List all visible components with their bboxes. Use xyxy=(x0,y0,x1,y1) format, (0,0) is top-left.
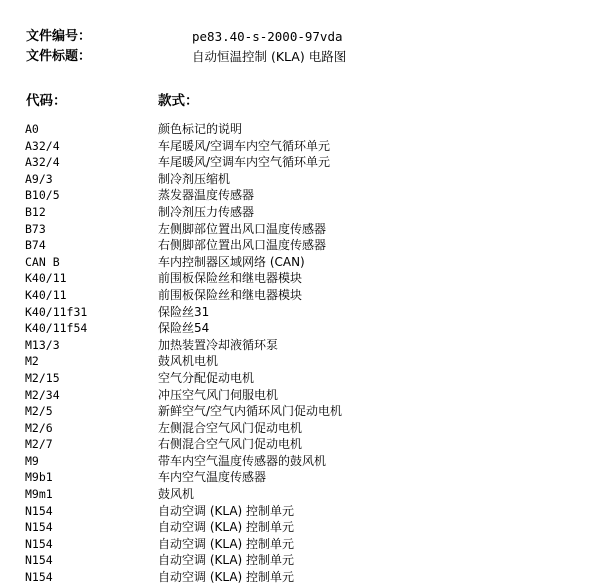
component-description: 前围板保险丝和继电器模块 xyxy=(158,287,303,302)
component-code: B74 xyxy=(25,238,46,253)
component-code: K40/11f31 xyxy=(25,304,88,319)
list-item xyxy=(0,370,603,387)
description-column-header: 款式： xyxy=(158,93,199,109)
component-description: 右侧混合空气风门促动电机 xyxy=(158,437,303,452)
list-item xyxy=(0,403,603,420)
component-code: M9b1 xyxy=(25,470,53,485)
component-code: B73 xyxy=(25,221,46,236)
component-description: 左侧混合空气风门促动电机 xyxy=(158,420,303,435)
list-item xyxy=(0,154,603,171)
list-item xyxy=(0,138,603,155)
component-code: M9m1 xyxy=(25,487,53,502)
list-item xyxy=(0,237,603,254)
list-item xyxy=(0,254,603,271)
component-description: 保险丝31 xyxy=(158,304,210,319)
component-description: 自动空调 (KLA) 控制单元 xyxy=(158,520,295,535)
list-item xyxy=(0,221,603,238)
component-code: M9 xyxy=(25,453,39,468)
list-item xyxy=(0,121,603,138)
component-description: 自动空调 (KLA) 控制单元 xyxy=(158,503,295,518)
component-code: M2 xyxy=(25,354,39,369)
component-description: 自动空调 (KLA) 控制单元 xyxy=(158,570,295,585)
list-item xyxy=(0,320,603,337)
code-column-header: 代码： xyxy=(26,93,67,109)
component-description: 保险丝54 xyxy=(158,321,210,336)
list-item xyxy=(0,353,603,370)
component-code: M2/34 xyxy=(25,387,60,402)
document-title-label: 文件标题： xyxy=(26,49,92,64)
list-item xyxy=(0,552,603,569)
component-code: M2/6 xyxy=(25,420,53,435)
list-item xyxy=(0,304,603,321)
component-description: 带车内空气温度传感器的鼓风机 xyxy=(158,453,327,468)
component-code: N154 xyxy=(25,503,53,518)
component-code: A32/4 xyxy=(25,155,60,170)
component-description: 制冷剂压缩机 xyxy=(158,171,231,186)
list-item xyxy=(0,287,603,304)
component-code: K40/11f54 xyxy=(25,321,88,336)
component-description: 车内控制器区域网络 (CAN) xyxy=(158,254,305,269)
component-code: K40/11 xyxy=(25,271,67,286)
component-code: A0 xyxy=(25,122,39,136)
component-description: 前围板保险丝和继电器模块 xyxy=(158,271,303,286)
list-item xyxy=(0,420,603,437)
list-item xyxy=(0,270,603,287)
component-code: M2/5 xyxy=(25,404,53,419)
component-description: 新鲜空气/空气内循环风门促动电机 xyxy=(158,404,343,419)
list-item xyxy=(0,453,603,470)
component-description: 颜色标记的说明 xyxy=(158,122,243,136)
component-description: 自动空调 (KLA) 控制单元 xyxy=(158,553,295,568)
list-item xyxy=(0,387,603,404)
document-number-value: pe83.40-s-2000-97vda xyxy=(192,29,343,44)
list-item xyxy=(0,519,603,536)
list-item xyxy=(0,569,603,586)
component-code: N154 xyxy=(25,570,53,585)
component-description: 空气分配促动电机 xyxy=(158,370,255,385)
list-item xyxy=(0,486,603,503)
component-code: N154 xyxy=(25,520,53,535)
component-code: M2/15 xyxy=(25,370,60,385)
component-code: B12 xyxy=(25,204,46,219)
list-item xyxy=(0,536,603,553)
list-item xyxy=(0,503,603,520)
component-code: B10/5 xyxy=(25,188,60,203)
component-code: K40/11 xyxy=(25,287,67,302)
component-description: 冲压空气风门伺服电机 xyxy=(158,387,279,402)
component-description: 制冷剂压力传感器 xyxy=(158,204,255,219)
component-description: 自动空调 (KLA) 控制单元 xyxy=(158,536,295,551)
component-description: 鼓风机电机 xyxy=(158,354,219,369)
component-description: 车尾暖风/空调车内空气循环单元 xyxy=(158,138,331,153)
component-code: A32/4 xyxy=(25,138,60,153)
list-item xyxy=(0,187,603,204)
component-description: 蒸发器温度传感器 xyxy=(158,188,255,203)
list-item xyxy=(0,436,603,453)
component-code: M2/7 xyxy=(25,437,53,452)
component-code: CAN B xyxy=(25,254,60,269)
component-code: A9/3 xyxy=(25,171,53,186)
document-title-value: 自动恒温控制 (KLA) 电路图 xyxy=(192,49,347,64)
component-list xyxy=(0,121,603,586)
component-description: 右侧脚部位置出风口温度传感器 xyxy=(158,238,327,253)
list-item xyxy=(0,171,603,188)
list-item xyxy=(0,337,603,354)
component-description: 车尾暖风/空调车内空气循环单元 xyxy=(158,155,331,170)
component-description: 车内空气温度传感器 xyxy=(158,470,267,485)
component-code: M13/3 xyxy=(25,337,60,352)
component-code: N154 xyxy=(25,536,53,551)
list-item xyxy=(0,469,603,486)
component-description: 鼓风机 xyxy=(158,487,195,502)
component-description: 加热装置冷却液循环泵 xyxy=(158,337,279,352)
component-description: 左侧脚部位置出风口温度传感器 xyxy=(158,221,327,236)
list-item xyxy=(0,204,603,221)
document-number-label: 文件编号： xyxy=(26,29,92,44)
component-code: N154 xyxy=(25,553,53,568)
